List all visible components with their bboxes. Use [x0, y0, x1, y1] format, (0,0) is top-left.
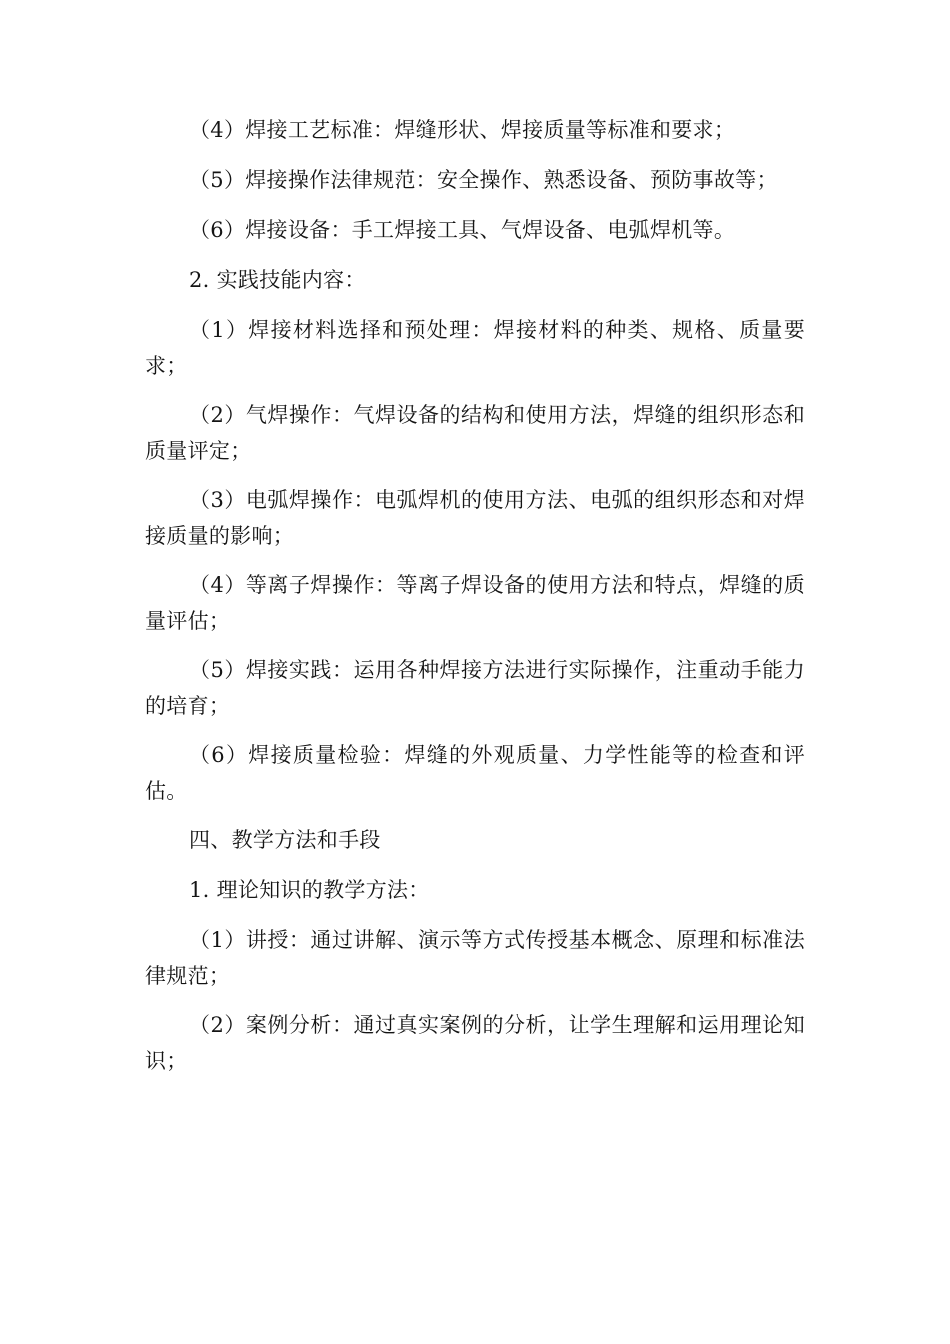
paragraph-arc-welding: （3）电弧焊操作：电弧焊机的使用方法、电弧的组织形态和对焊接质量的影响； [145, 488, 805, 548]
section-heading-teaching-methods: 四、教学方法和手段 [189, 828, 381, 852]
paragraph-case-analysis: （2）案例分析：通过真实案例的分析，让学生理解和运用理论知识； [145, 1013, 805, 1073]
paragraph-material-selection: （1）焊接材料选择和预处理：焊接材料的种类、规格、质量要求； [145, 318, 805, 378]
paragraph-welding-equipment: （6）焊接设备：手工焊接工具、气焊设备、电弧焊机等。 [189, 218, 736, 242]
paragraph-welding-safety-regulations: （5）焊接操作法律规范：安全操作、熟悉设备、预防事故等； [189, 168, 778, 192]
paragraph-plasma-welding: （4）等离子焊操作：等离子焊设备的使用方法和特点，焊缝的质量评估； [145, 573, 805, 633]
heading-practical-skills: 2. 实践技能内容： [189, 268, 366, 292]
paragraph-welding-process-standards: （4）焊接工艺标准：焊缝形状、焊接质量等标准和要求； [189, 118, 736, 142]
paragraph-gas-welding: （2）气焊操作：气焊设备的结构和使用方法，焊缝的组织形态和质量评定； [145, 403, 805, 463]
document-body [145, 112, 805, 1092]
paragraph-welding-practice: （5）焊接实践：运用各种焊接方法进行实际操作，注重动手能力的培育； [145, 658, 805, 718]
heading-theory-teaching-methods: 1. 理论知识的教学方法： [189, 878, 430, 902]
paragraph-quality-inspection: （6）焊接质量检验：焊缝的外观质量、力学性能等的检查和评估。 [145, 743, 805, 803]
paragraph-lecturing: （1）讲授：通过讲解、演示等方式传授基本概念、原理和标准法律规范； [145, 928, 805, 988]
